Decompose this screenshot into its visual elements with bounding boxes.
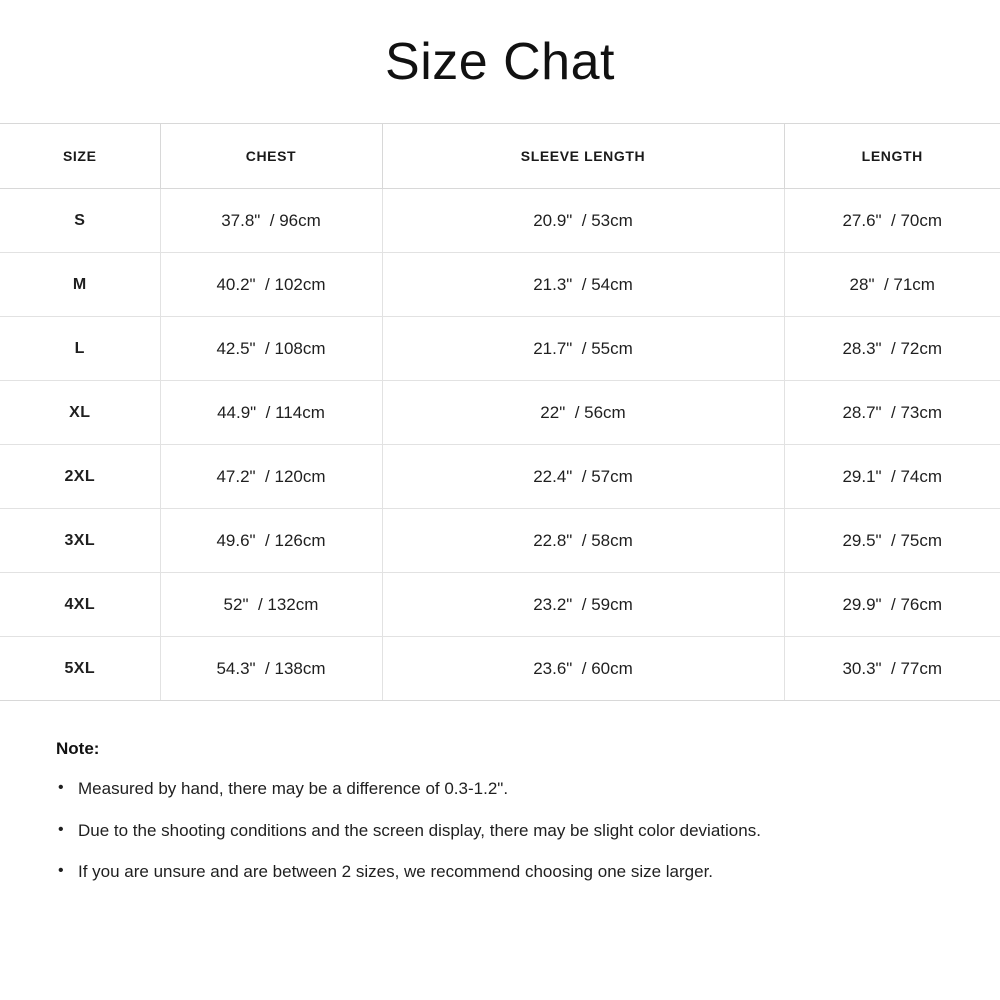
chest-cm: / 114cm — [265, 402, 325, 422]
cell-length — [784, 253, 1000, 317]
length-cm: / 74cm — [891, 466, 943, 486]
chest-inches: 37.8" — [221, 210, 261, 230]
sleeve-cm: / 56cm — [574, 402, 626, 422]
sleeve-inches: 22" — [540, 402, 566, 422]
chest-inches: 42.5" — [216, 338, 256, 358]
sleeve-cm: / 55cm — [581, 338, 633, 358]
cell-sleeve — [382, 189, 784, 253]
cell-size: 3XL — [0, 509, 160, 573]
length-cm: / 76cm — [891, 594, 943, 614]
sleeve-cm: / 59cm — [581, 594, 633, 614]
page-title: Size Chat — [385, 33, 615, 91]
length-inches: 29.1" — [842, 466, 882, 486]
cell-size: L — [0, 317, 160, 381]
cell-sleeve — [382, 381, 784, 445]
cell-chest — [160, 445, 382, 509]
sleeve-cm: / 54cm — [581, 274, 633, 294]
chest-inches: 47.2" — [216, 466, 256, 486]
length-inches: 27.6" — [842, 210, 882, 230]
cell-sleeve — [382, 509, 784, 573]
table-row — [0, 445, 1000, 509]
chest-cm: / 126cm — [265, 530, 326, 550]
length-cm: / 75cm — [891, 530, 943, 550]
note-title: Note: — [56, 739, 100, 759]
note-section — [0, 701, 1000, 882]
column-header-size: SIZE — [0, 124, 160, 189]
sleeve-inches: 22.4" — [533, 466, 573, 486]
table-row — [0, 573, 1000, 637]
cell-sleeve — [382, 317, 784, 381]
cell-size: 4XL — [0, 573, 160, 637]
cell-chest — [160, 189, 382, 253]
table-header-row — [0, 124, 1000, 189]
cell-length — [784, 637, 1000, 701]
column-header-sleeve-length: SLEEVE LENGTH — [382, 124, 784, 189]
size-chart-table — [0, 124, 1000, 701]
length-inches: 28.7" — [842, 402, 882, 422]
chest-cm: / 96cm — [269, 210, 321, 230]
table-row — [0, 509, 1000, 573]
length-inches: 30.3" — [842, 658, 882, 678]
cell-length — [784, 317, 1000, 381]
table-row — [0, 317, 1000, 381]
chest-inches: 52" — [223, 594, 249, 614]
table-row — [0, 637, 1000, 701]
cell-size: 5XL — [0, 637, 160, 701]
length-inches: 29.9" — [842, 594, 882, 614]
cell-length — [784, 573, 1000, 637]
chest-inches: 54.3" — [216, 658, 256, 678]
length-cm: / 73cm — [891, 402, 943, 422]
cell-length — [784, 381, 1000, 445]
chest-cm: / 138cm — [265, 658, 326, 678]
length-cm: / 77cm — [891, 658, 943, 678]
cell-length — [784, 445, 1000, 509]
cell-size: S — [0, 189, 160, 253]
table-row — [0, 381, 1000, 445]
cell-chest — [160, 573, 382, 637]
sleeve-cm: / 53cm — [581, 210, 633, 230]
sleeve-inches: 23.2" — [533, 594, 573, 614]
sleeve-cm: / 60cm — [581, 658, 633, 678]
length-cm: / 72cm — [891, 338, 943, 358]
chest-inches: 49.6" — [216, 530, 256, 550]
cell-sleeve — [382, 573, 784, 637]
table-row — [0, 189, 1000, 253]
chest-cm: / 102cm — [265, 274, 326, 294]
length-cm: / 71cm — [883, 274, 935, 294]
length-inches: 29.5" — [842, 530, 882, 550]
cell-size: 2XL — [0, 445, 160, 509]
sleeve-cm: / 57cm — [581, 466, 633, 486]
cell-chest — [160, 637, 382, 701]
length-cm: / 70cm — [891, 210, 943, 230]
cell-size: XL — [0, 381, 160, 445]
list-item: • If you are unsure and are between 2 sizes, we recommend choosing one size larger. — [56, 862, 1000, 882]
sleeve-inches: 22.8" — [533, 530, 573, 550]
cell-chest — [160, 381, 382, 445]
note-list — [56, 779, 1000, 882]
cell-size: M — [0, 253, 160, 317]
list-item: • Measured by hand, there may be a difference of 0.3-1.2". — [56, 779, 1000, 799]
chest-inches: 44.9" — [217, 402, 257, 422]
sleeve-inches: 20.9" — [533, 210, 573, 230]
table-row — [0, 253, 1000, 317]
chest-cm: / 120cm — [265, 466, 326, 486]
cell-sleeve — [382, 253, 784, 317]
cell-sleeve — [382, 445, 784, 509]
column-header-length: LENGTH — [784, 124, 1000, 189]
sleeve-inches: 21.3" — [533, 274, 573, 294]
cell-sleeve — [382, 637, 784, 701]
sleeve-inches: 21.7" — [533, 338, 573, 358]
list-item: • Due to the shooting conditions and the screen display, there may be slight color deviations. — [56, 821, 1000, 841]
cell-length — [784, 189, 1000, 253]
sleeve-inches: 23.6" — [533, 658, 573, 678]
column-header-chest: CHEST — [160, 124, 382, 189]
cell-length — [784, 509, 1000, 573]
cell-chest — [160, 509, 382, 573]
chest-cm: / 132cm — [257, 594, 319, 614]
sleeve-cm: / 58cm — [581, 530, 633, 550]
length-inches: 28.3" — [842, 338, 882, 358]
chest-inches: 40.2" — [216, 274, 256, 294]
cell-chest — [160, 253, 382, 317]
length-inches: 28" — [849, 274, 875, 294]
chest-cm: / 108cm — [265, 338, 326, 358]
cell-chest — [160, 317, 382, 381]
